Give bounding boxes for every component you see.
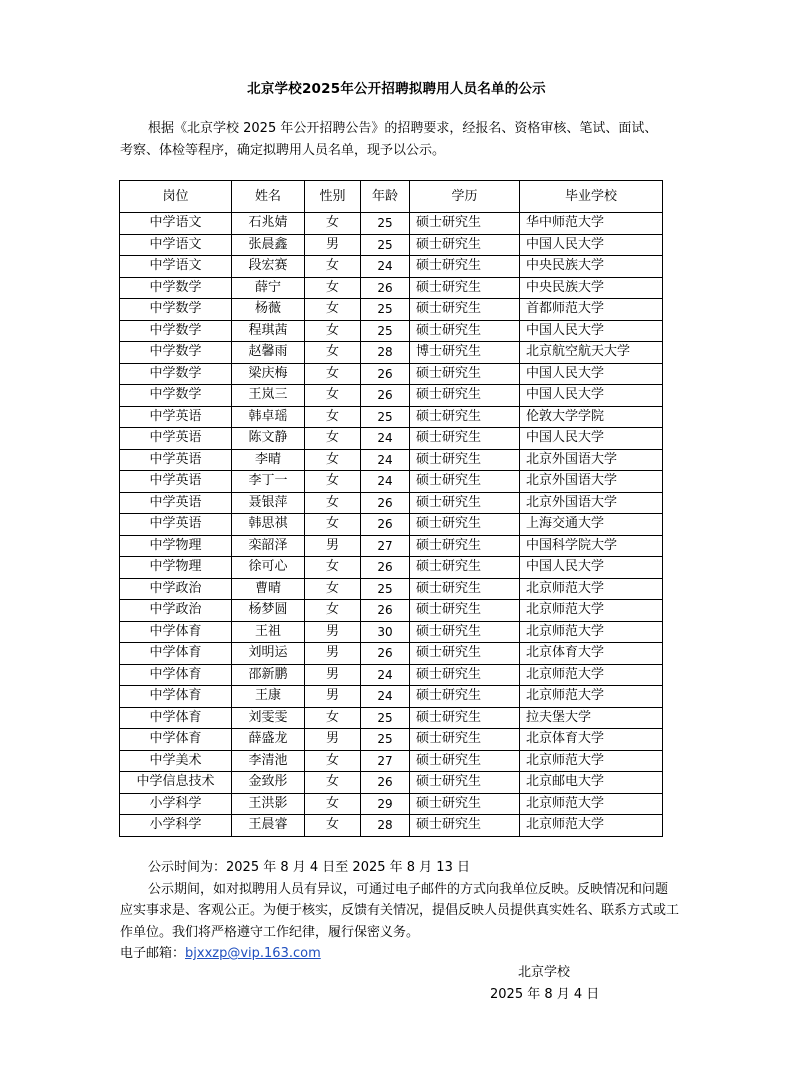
cell-education: 硕士研究生 [410, 535, 520, 557]
cell-position: 小学科学 [120, 815, 232, 837]
cell-education: 硕士研究生 [410, 471, 520, 493]
cell-age: 30 [361, 621, 410, 643]
cell-education: 硕士研究生 [410, 750, 520, 772]
cell-position: 中学数学 [120, 363, 232, 385]
cell-education: 硕士研究生 [410, 514, 520, 536]
cell-school: 中国人民大学 [520, 363, 663, 385]
table-body [120, 213, 663, 837]
cell-name: 曹晴 [232, 578, 305, 600]
cell-education: 博士研究生 [410, 342, 520, 364]
cell-age: 25 [361, 707, 410, 729]
cell-gender: 女 [305, 514, 361, 536]
cell-position: 中学政治 [120, 578, 232, 600]
cell-age: 26 [361, 557, 410, 579]
publicity-period: 公示时间为：2025 年 8 月 4 日至 2025 年 8 月 13 日 [148, 860, 470, 875]
cell-age: 25 [361, 234, 410, 256]
cell-school: 北京师范大学 [520, 578, 663, 600]
cell-age: 24 [361, 664, 410, 686]
cell-name: 李丁一 [232, 471, 305, 493]
table-row [120, 793, 663, 815]
cell-position: 中学体育 [120, 643, 232, 665]
cell-school: 北京师范大学 [520, 815, 663, 837]
cell-gender: 女 [305, 600, 361, 622]
cell-education: 硕士研究生 [410, 578, 520, 600]
cell-gender: 女 [305, 750, 361, 772]
cell-age: 26 [361, 363, 410, 385]
cell-education: 硕士研究生 [410, 299, 520, 321]
cell-school: 拉夫堡大学 [520, 707, 663, 729]
cell-education: 硕士研究生 [410, 320, 520, 342]
cell-education: 硕士研究生 [410, 277, 520, 299]
cell-school: 北京师范大学 [520, 664, 663, 686]
cell-position: 中学美术 [120, 750, 232, 772]
cell-name: 程琪茜 [232, 320, 305, 342]
cell-education: 硕士研究生 [410, 729, 520, 751]
cell-name: 金致彤 [232, 772, 305, 794]
email-label: 电子邮箱： [120, 946, 186, 961]
cell-gender: 女 [305, 492, 361, 514]
cell-position: 中学数学 [120, 299, 232, 321]
cell-name: 刘明运 [232, 643, 305, 665]
cell-age: 29 [361, 793, 410, 815]
cell-name: 王晨睿 [232, 815, 305, 837]
cell-education: 硕士研究生 [410, 793, 520, 815]
cell-education: 硕士研究生 [410, 643, 520, 665]
cell-name: 薛盛龙 [232, 729, 305, 751]
cell-position: 中学英语 [120, 492, 232, 514]
cell-school: 中国人民大学 [520, 385, 663, 407]
cell-age: 28 [361, 815, 410, 837]
cell-gender: 女 [305, 449, 361, 471]
cell-age: 25 [361, 578, 410, 600]
cell-education: 硕士研究生 [410, 664, 520, 686]
cell-age: 28 [361, 342, 410, 364]
cell-school: 中国人民大学 [520, 428, 663, 450]
cell-position: 中学体育 [120, 686, 232, 708]
cell-school: 上海交通大学 [520, 514, 663, 536]
table-row [120, 686, 663, 708]
cell-position: 中学数学 [120, 320, 232, 342]
table-row [120, 750, 663, 772]
cell-gender: 男 [305, 729, 361, 751]
cell-age: 24 [361, 256, 410, 278]
cell-age: 25 [361, 299, 410, 321]
cell-age: 25 [361, 320, 410, 342]
footer-notice [120, 857, 680, 965]
header-name: 姓名 [232, 181, 305, 213]
cell-name: 王祖 [232, 621, 305, 643]
cell-name: 张晨鑫 [232, 234, 305, 256]
cell-gender: 男 [305, 535, 361, 557]
signature-date: 2025 年 8 月 4 日 [490, 987, 600, 1002]
cell-gender: 男 [305, 234, 361, 256]
hiring-roster-table [119, 180, 663, 837]
cell-school: 北京外国语大学 [520, 449, 663, 471]
objection-notice: 公示期间，如对拟聘用人员有异议，可通过电子邮件的方式向我单位反映。反映情况和问题应实事求是、客观公正。为便于核实，反馈有关情况，提倡反映人员提供真实姓名、联系方式或工作单位。我们将严格遵守工作纪律，履行保密义务。 [120, 881, 680, 940]
cell-position: 中学物理 [120, 535, 232, 557]
cell-position: 中学数学 [120, 385, 232, 407]
cell-gender: 女 [305, 557, 361, 579]
table-row [120, 299, 663, 321]
cell-name: 陈文静 [232, 428, 305, 450]
cell-gender: 女 [305, 707, 361, 729]
cell-age: 25 [361, 406, 410, 428]
cell-gender: 女 [305, 428, 361, 450]
cell-gender: 女 [305, 471, 361, 493]
table-row [120, 213, 663, 235]
cell-name: 徐可心 [232, 557, 305, 579]
cell-education: 硕士研究生 [410, 256, 520, 278]
table-row [120, 471, 663, 493]
cell-gender: 女 [305, 385, 361, 407]
cell-school: 首都师范大学 [520, 299, 663, 321]
table-row [120, 342, 663, 364]
table-row [120, 363, 663, 385]
table-row [120, 385, 663, 407]
header-position: 岗位 [120, 181, 232, 213]
cell-name: 杨梦圆 [232, 600, 305, 622]
cell-name: 王岚三 [232, 385, 305, 407]
cell-position: 中学体育 [120, 707, 232, 729]
table-row [120, 256, 663, 278]
signature-block [490, 962, 630, 1006]
cell-position: 中学英语 [120, 449, 232, 471]
cell-education: 硕士研究生 [410, 772, 520, 794]
cell-age: 26 [361, 772, 410, 794]
table-row [120, 428, 663, 450]
cell-name: 石兆婧 [232, 213, 305, 235]
cell-school: 中央民族大学 [520, 256, 663, 278]
table-header [120, 181, 663, 213]
cell-school: 北京师范大学 [520, 750, 663, 772]
table-row [120, 535, 663, 557]
cell-name: 韩卓瑶 [232, 406, 305, 428]
cell-position: 中学体育 [120, 621, 232, 643]
cell-education: 硕士研究生 [410, 428, 520, 450]
cell-name: 杨薇 [232, 299, 305, 321]
header-school: 毕业学校 [520, 181, 663, 213]
cell-name: 刘雯雯 [232, 707, 305, 729]
cell-gender: 女 [305, 363, 361, 385]
cell-gender: 女 [305, 793, 361, 815]
cell-school: 中国科学院大学 [520, 535, 663, 557]
cell-education: 硕士研究生 [410, 600, 520, 622]
cell-position: 小学科学 [120, 793, 232, 815]
table-row [120, 234, 663, 256]
cell-school: 伦敦大学学院 [520, 406, 663, 428]
cell-position: 中学英语 [120, 514, 232, 536]
table-row [120, 449, 663, 471]
cell-gender: 女 [305, 578, 361, 600]
cell-education: 硕士研究生 [410, 815, 520, 837]
cell-position: 中学语文 [120, 256, 232, 278]
table-row [120, 664, 663, 686]
cell-name: 赵馨雨 [232, 342, 305, 364]
cell-age: 24 [361, 686, 410, 708]
cell-school: 北京师范大学 [520, 686, 663, 708]
cell-gender: 女 [305, 213, 361, 235]
table-row [120, 772, 663, 794]
cell-age: 25 [361, 729, 410, 751]
cell-education: 硕士研究生 [410, 363, 520, 385]
cell-name: 梁庆梅 [232, 363, 305, 385]
cell-age: 26 [361, 600, 410, 622]
cell-gender: 女 [305, 256, 361, 278]
cell-school: 北京体育大学 [520, 729, 663, 751]
cell-school: 华中师范大学 [520, 213, 663, 235]
cell-gender: 女 [305, 277, 361, 299]
cell-position: 中学语文 [120, 213, 232, 235]
cell-school: 北京师范大学 [520, 600, 663, 622]
cell-gender: 男 [305, 643, 361, 665]
cell-name: 段宏赛 [232, 256, 305, 278]
cell-education: 硕士研究生 [410, 686, 520, 708]
document-title: 北京学校2025年公开招聘拟聘用人员名单的公示 [247, 81, 546, 97]
table-row [120, 320, 663, 342]
cell-gender: 女 [305, 342, 361, 364]
cell-age: 26 [361, 492, 410, 514]
cell-gender: 女 [305, 320, 361, 342]
cell-age: 25 [361, 213, 410, 235]
table-row [120, 600, 663, 622]
cell-position: 中学语文 [120, 234, 232, 256]
cell-school: 北京邮电大学 [520, 772, 663, 794]
cell-position: 中学政治 [120, 600, 232, 622]
cell-position: 中学数学 [120, 342, 232, 364]
cell-name: 李清池 [232, 750, 305, 772]
table-row [120, 514, 663, 536]
header-education: 学历 [410, 181, 520, 213]
cell-school: 中国人民大学 [520, 320, 663, 342]
cell-gender: 男 [305, 621, 361, 643]
cell-name: 栾韶泽 [232, 535, 305, 557]
table-row [120, 406, 663, 428]
cell-education: 硕士研究生 [410, 449, 520, 471]
cell-age: 27 [361, 535, 410, 557]
cell-education: 硕士研究生 [410, 707, 520, 729]
cell-age: 26 [361, 277, 410, 299]
cell-gender: 女 [305, 406, 361, 428]
cell-position: 中学信息技术 [120, 772, 232, 794]
cell-position: 中学体育 [120, 664, 232, 686]
cell-school: 北京航空航天大学 [520, 342, 663, 364]
cell-position: 中学物理 [120, 557, 232, 579]
cell-age: 26 [361, 643, 410, 665]
cell-position: 中学英语 [120, 471, 232, 493]
cell-school: 北京师范大学 [520, 793, 663, 815]
cell-school: 中国人民大学 [520, 557, 663, 579]
cell-name: 王洪影 [232, 793, 305, 815]
cell-position: 中学英语 [120, 406, 232, 428]
cell-age: 27 [361, 750, 410, 772]
cell-position: 中学英语 [120, 428, 232, 450]
cell-age: 24 [361, 428, 410, 450]
table-header-row [120, 181, 663, 213]
cell-education: 硕士研究生 [410, 406, 520, 428]
cell-age: 26 [361, 385, 410, 407]
table-row [120, 492, 663, 514]
header-gender: 性别 [305, 181, 361, 213]
cell-school: 北京外国语大学 [520, 471, 663, 493]
email-link[interactable]: bjxxzp@vip.163.com [185, 946, 321, 961]
cell-education: 硕士研究生 [410, 557, 520, 579]
cell-school: 中央民族大学 [520, 277, 663, 299]
table-row [120, 277, 663, 299]
table-row [120, 578, 663, 600]
cell-education: 硕士研究生 [410, 385, 520, 407]
cell-name: 薛宁 [232, 277, 305, 299]
cell-school: 北京外国语大学 [520, 492, 663, 514]
cell-age: 24 [361, 471, 410, 493]
cell-name: 王康 [232, 686, 305, 708]
cell-age: 24 [361, 449, 410, 471]
cell-school: 北京体育大学 [520, 643, 663, 665]
cell-education: 硕士研究生 [410, 234, 520, 256]
cell-name: 邵新鹏 [232, 664, 305, 686]
cell-gender: 男 [305, 686, 361, 708]
cell-education: 硕士研究生 [410, 213, 520, 235]
table-row [120, 621, 663, 643]
cell-gender: 女 [305, 772, 361, 794]
cell-name: 李晴 [232, 449, 305, 471]
cell-age: 26 [361, 514, 410, 536]
cell-name: 韩思祺 [232, 514, 305, 536]
header-age: 年龄 [361, 181, 410, 213]
cell-position: 中学体育 [120, 729, 232, 751]
table-row [120, 707, 663, 729]
table-row [120, 815, 663, 837]
cell-name: 聂银萍 [232, 492, 305, 514]
cell-school: 北京师范大学 [520, 621, 663, 643]
table-row [120, 643, 663, 665]
cell-gender: 男 [305, 664, 361, 686]
cell-position: 中学数学 [120, 277, 232, 299]
intro-paragraph: 根据《北京学校 2025 年公开招聘公告》的招聘要求，经报名、资格审核、笔试、面试、考察、体检等程序，确定拟聘用人员名单，现予以公示。 [120, 121, 658, 158]
table-row [120, 729, 663, 751]
cell-gender: 女 [305, 815, 361, 837]
cell-school: 中国人民大学 [520, 234, 663, 256]
cell-education: 硕士研究生 [410, 492, 520, 514]
signature-org: 北京学校 [518, 965, 571, 980]
cell-gender: 女 [305, 299, 361, 321]
table-row [120, 557, 663, 579]
cell-education: 硕士研究生 [410, 621, 520, 643]
